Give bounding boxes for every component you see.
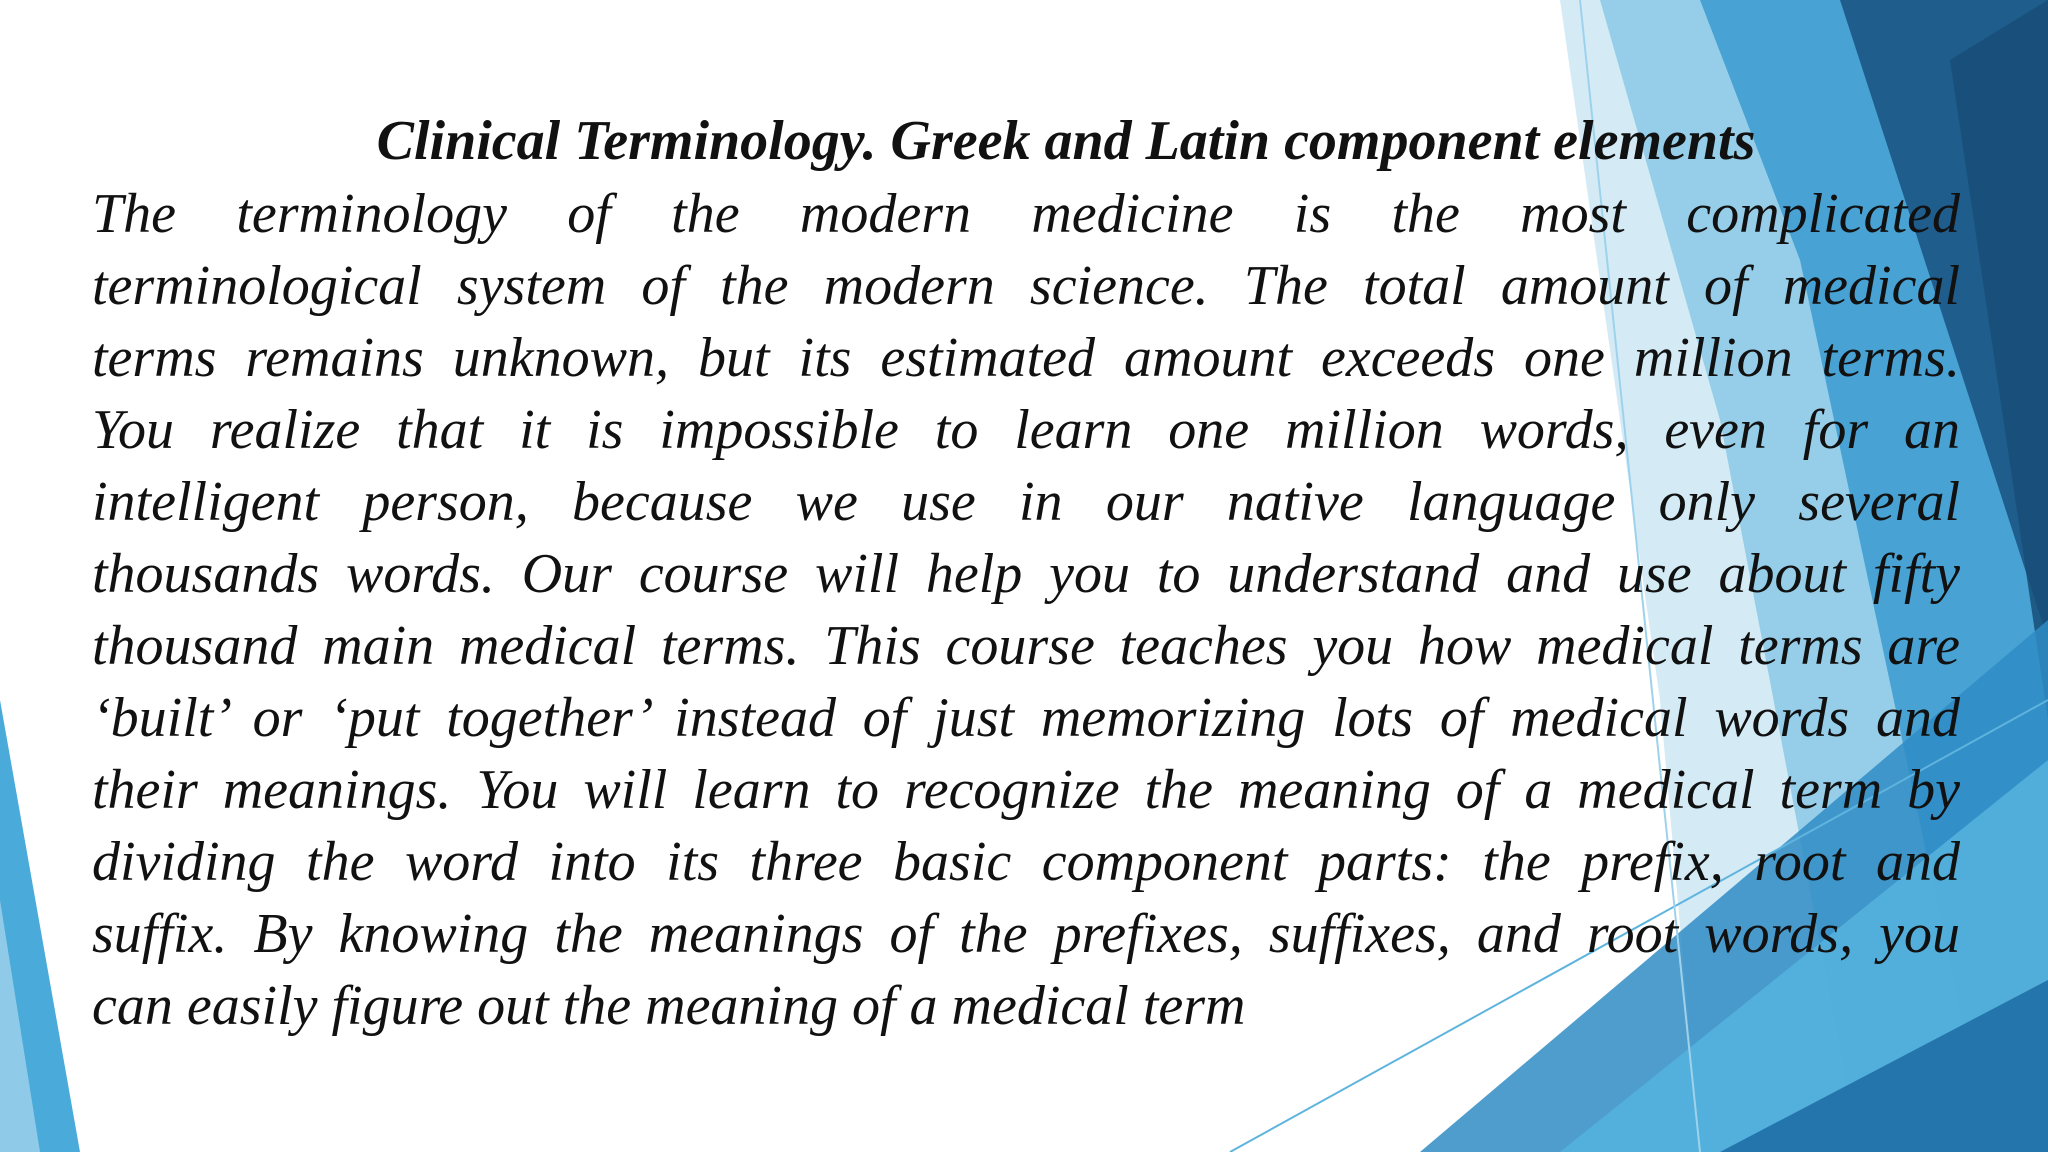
body-line-7: thousand main medical terms. This course teaches you how medical terms are: [92, 615, 1960, 677]
body-line-10: dividing the word into its three basic component parts: the prefix, root and: [92, 831, 1960, 893]
slide-content: [92, 104, 1960, 1042]
body-line-8: ‘built’ or ‘put together’ instead of just memorizing lots of medical words and: [92, 687, 1960, 749]
body-line-11: suffix. By knowing the meanings of the prefixes, suffixes, and root words, you: [92, 903, 1960, 965]
body-line-2: terminological system of the modern science. The total amount of medical: [92, 255, 1960, 317]
body-line-1: The terminology of the modern medicine is the most complicated: [92, 183, 1960, 245]
body-line-5: intelligent person, because we use in our native language only several: [92, 471, 1960, 533]
body-line-3: terms remains unknown, but its estimated amount exceeds one million terms.: [92, 327, 1960, 389]
slide-title: Clinical Terminology. Greek and Latin component elements: [376, 110, 1756, 172]
body-line-9: their meanings. You will learn to recognize the meaning of a medical term by: [92, 759, 1960, 821]
body-line-12: can easily figure out the meaning of a medical term: [92, 975, 1246, 1037]
body-line-6: thousands words. Our course will help you to understand and use about fifty: [92, 543, 1960, 605]
body-line-4: You realize that it is impossible to learn one million words, even for an: [92, 399, 1960, 461]
